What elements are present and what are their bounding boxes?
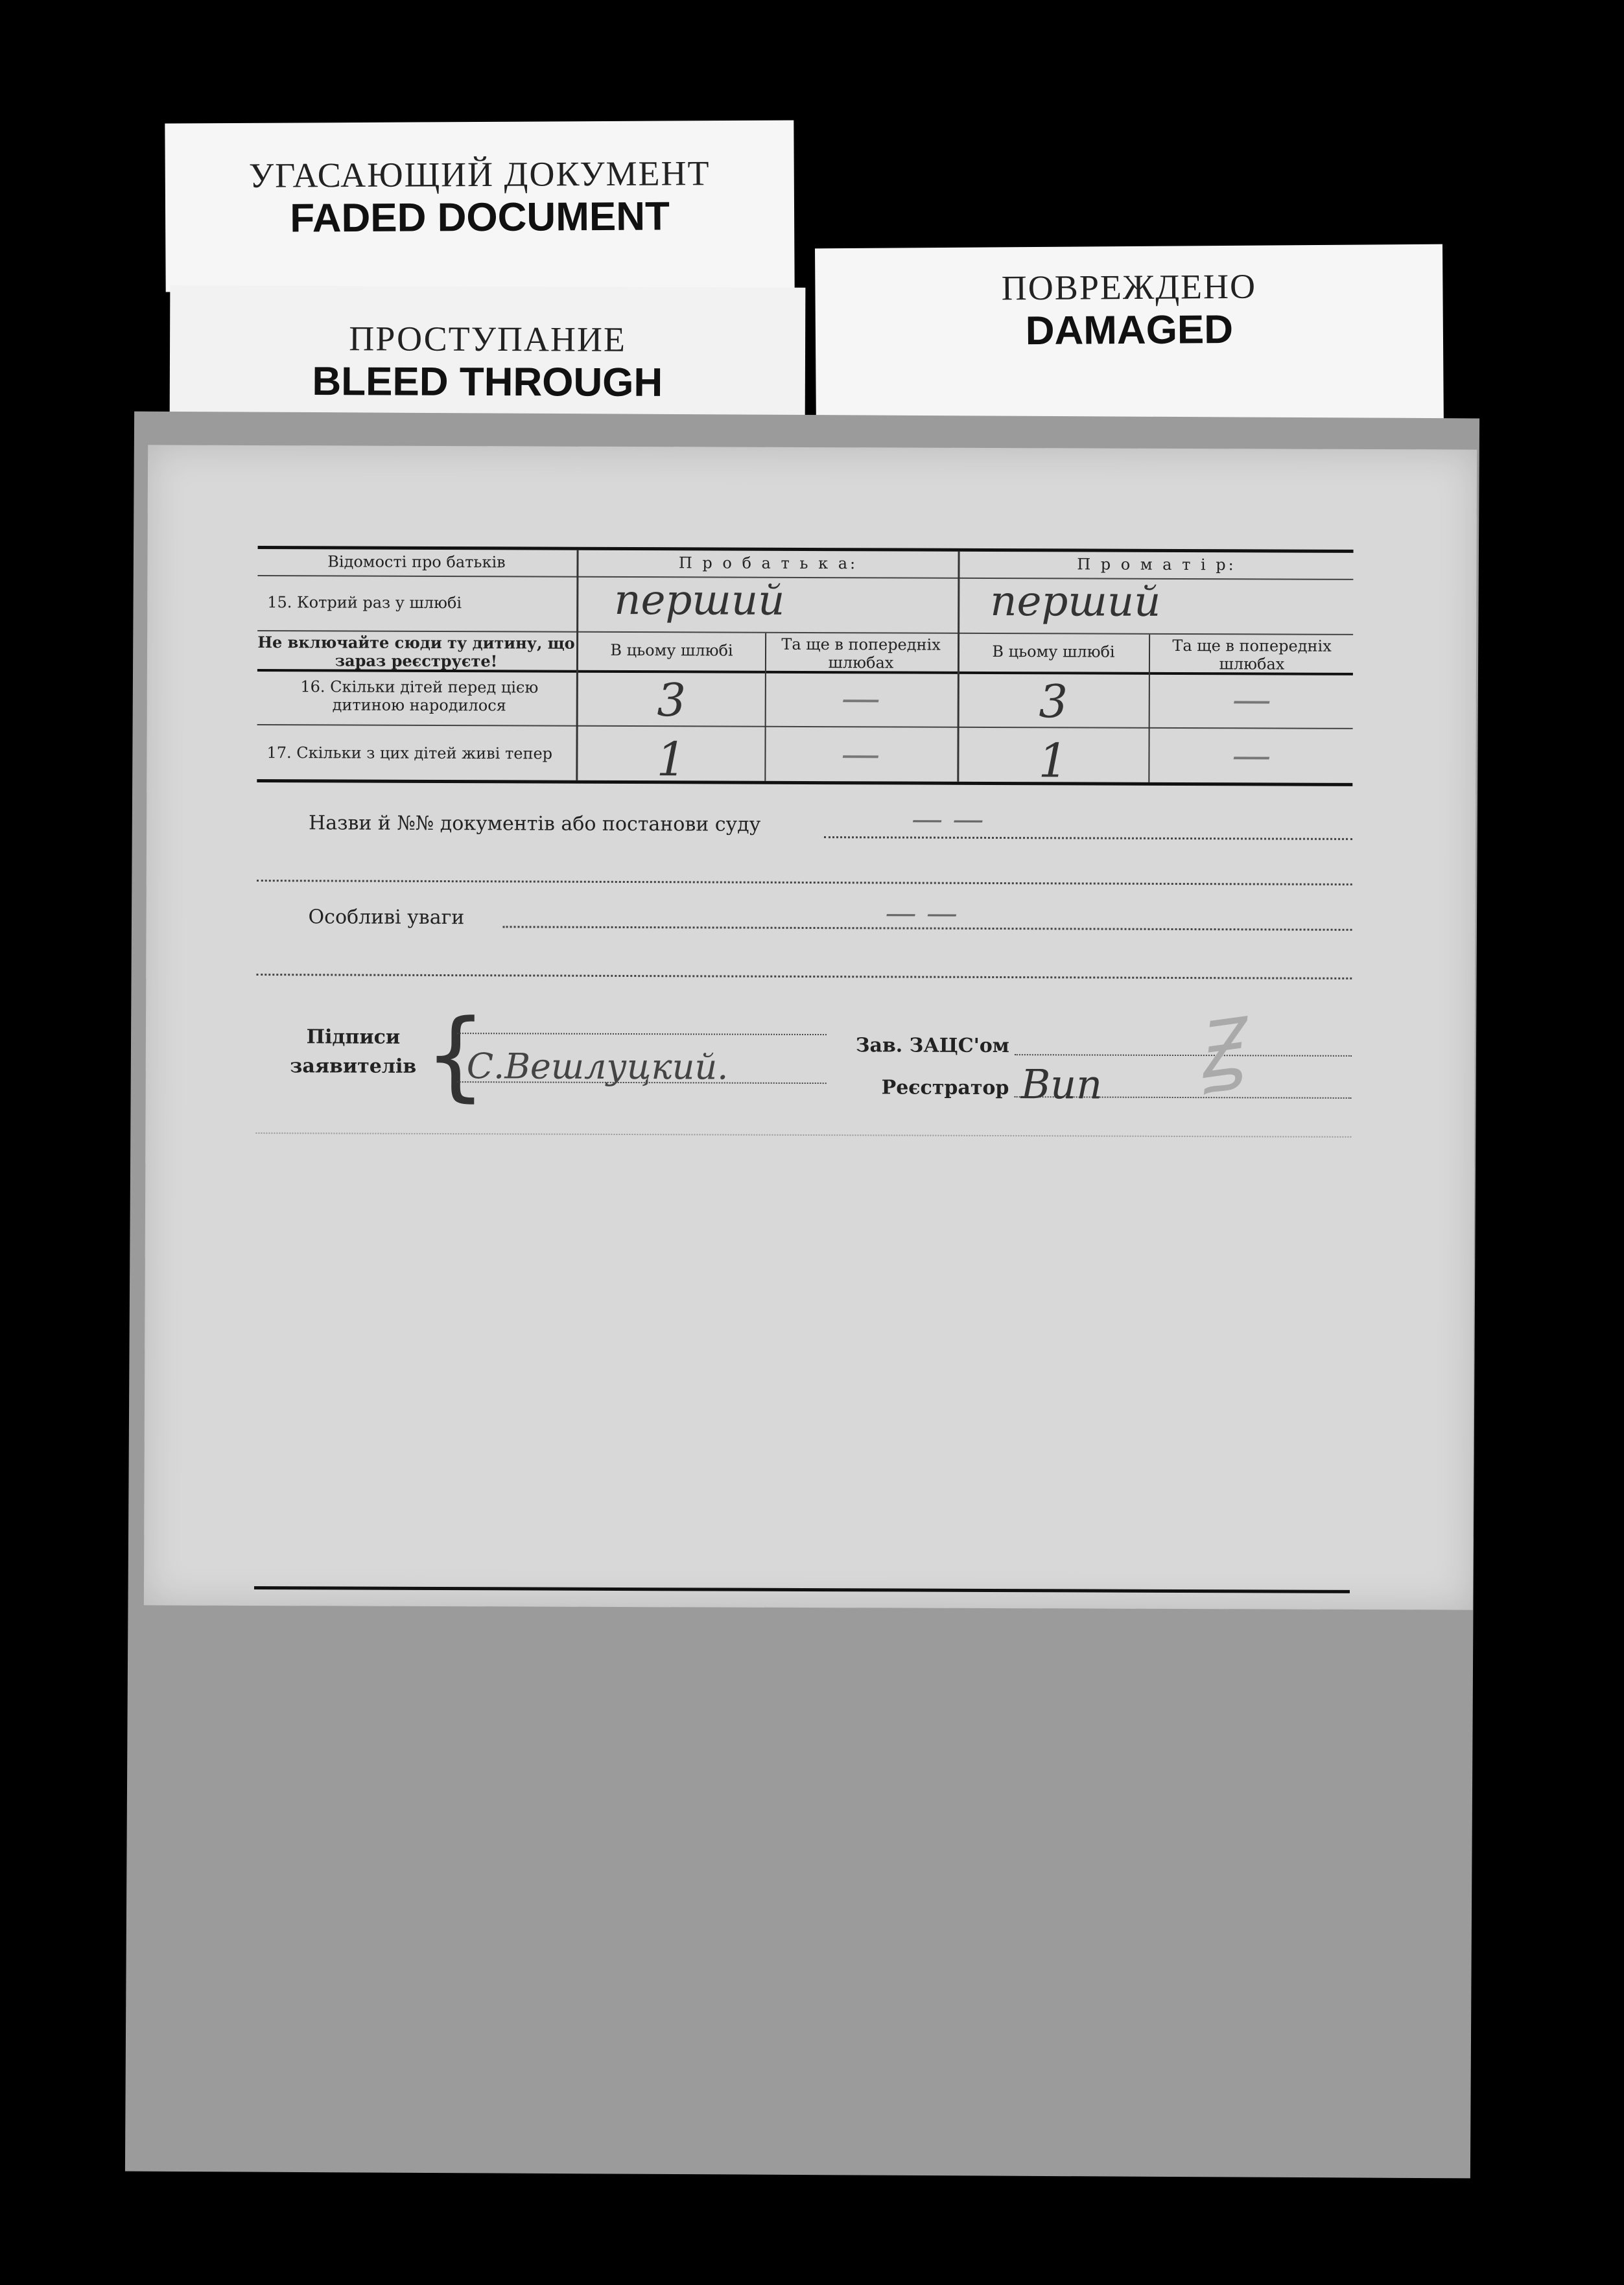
registration-form-sheet: [144, 445, 1477, 1610]
row16-mother-this: 3: [1039, 675, 1068, 729]
row17-father-prev: —: [841, 731, 880, 777]
remarks-value: — —: [885, 895, 958, 932]
signatures-label-line2: заявителів: [290, 1055, 417, 1078]
signatures-brace: {: [424, 998, 487, 1112]
bleed-through-tag: [170, 285, 806, 430]
registrar-signature: Вип: [1020, 1060, 1103, 1108]
row16-mother-prev: —: [1232, 677, 1271, 723]
bleed-tag-ru: ПРОСТУПАНИЕ: [349, 319, 626, 359]
head-zags-label: Зав. ЗАЦС'ом: [855, 1034, 1009, 1058]
row17-mother-prev: —: [1232, 732, 1271, 779]
faint-stamp-mark: Ꙃ: [1190, 1002, 1247, 1097]
documents-dotted-line: [824, 836, 1352, 840]
signatures-label-line1: Підписи: [306, 1025, 401, 1049]
table-rule: [257, 575, 1353, 580]
faded-tag-ru: УГАСАЮЩИЙ ДОКУМЕНТ: [248, 154, 711, 195]
subheader-father-this: В цьому шлюбі: [610, 640, 733, 660]
registrar-label: Реєстратор: [881, 1076, 1009, 1100]
table-bottom-rule: [257, 779, 1352, 786]
documents-label: Назви й №№ документів або постанови суду: [309, 812, 761, 836]
applicant-signature: С.Вешлуцкий.: [466, 1046, 729, 1088]
damaged-tag-ru: ПОВРЕЖДЕНО: [1001, 266, 1257, 308]
row16-label: 16. Скільки дітей перед цією дитиною народилося: [300, 677, 539, 715]
remarks-label: Особливі уваги: [308, 906, 465, 930]
documents-value: — —: [912, 801, 984, 838]
subheader-mother-this: В цьому шлюбі: [992, 642, 1115, 661]
header-about-father: П р о б а т ь к а:: [678, 554, 858, 573]
table-top-rule: [258, 546, 1354, 553]
row17-mother-this: 1: [1038, 733, 1068, 788]
faded-document-tag: [165, 120, 794, 292]
row16-father-prev: —: [841, 675, 880, 721]
row15-mother-value: перший: [990, 577, 1161, 626]
header-parents-info: Відомості про батьків: [327, 552, 506, 572]
signatures-bottom-line: [255, 1132, 1351, 1138]
faded-tag-en: FADED DOCUMENT: [290, 194, 670, 241]
form-bottom-rule: [254, 1586, 1350, 1593]
damaged-tag: [815, 244, 1444, 437]
subheader-father-prev: Та ще в попередніх шлюбах: [781, 635, 941, 672]
row16-father-this: 3: [657, 674, 687, 727]
subheader-note: Не включайте сюди ту дитину, що зараз реєструєте!: [257, 633, 575, 671]
row15-label: 15. Котрий раз у шлюбі: [267, 593, 462, 613]
damaged-tag-en: DAMAGED: [1025, 307, 1234, 354]
documents-dotted-line-2: [257, 880, 1352, 885]
bleed-tag-en: BLEED THROUGH: [312, 359, 663, 405]
row17-father-this: 1: [656, 732, 687, 787]
remarks-dotted-line-2: [256, 974, 1352, 979]
row15-father-value: перший: [614, 576, 785, 625]
row17-label: 17. Скільки з цих дітей живі тепер: [266, 744, 553, 763]
header-about-mother: П р о м а т і р:: [1077, 555, 1236, 574]
applicant-signature-line-1: [457, 1033, 827, 1035]
subheader-mother-prev: Та ще в попередніх шлюбах: [1172, 636, 1332, 674]
head-zags-line: [1015, 1054, 1352, 1057]
table-rule: [257, 724, 1353, 729]
